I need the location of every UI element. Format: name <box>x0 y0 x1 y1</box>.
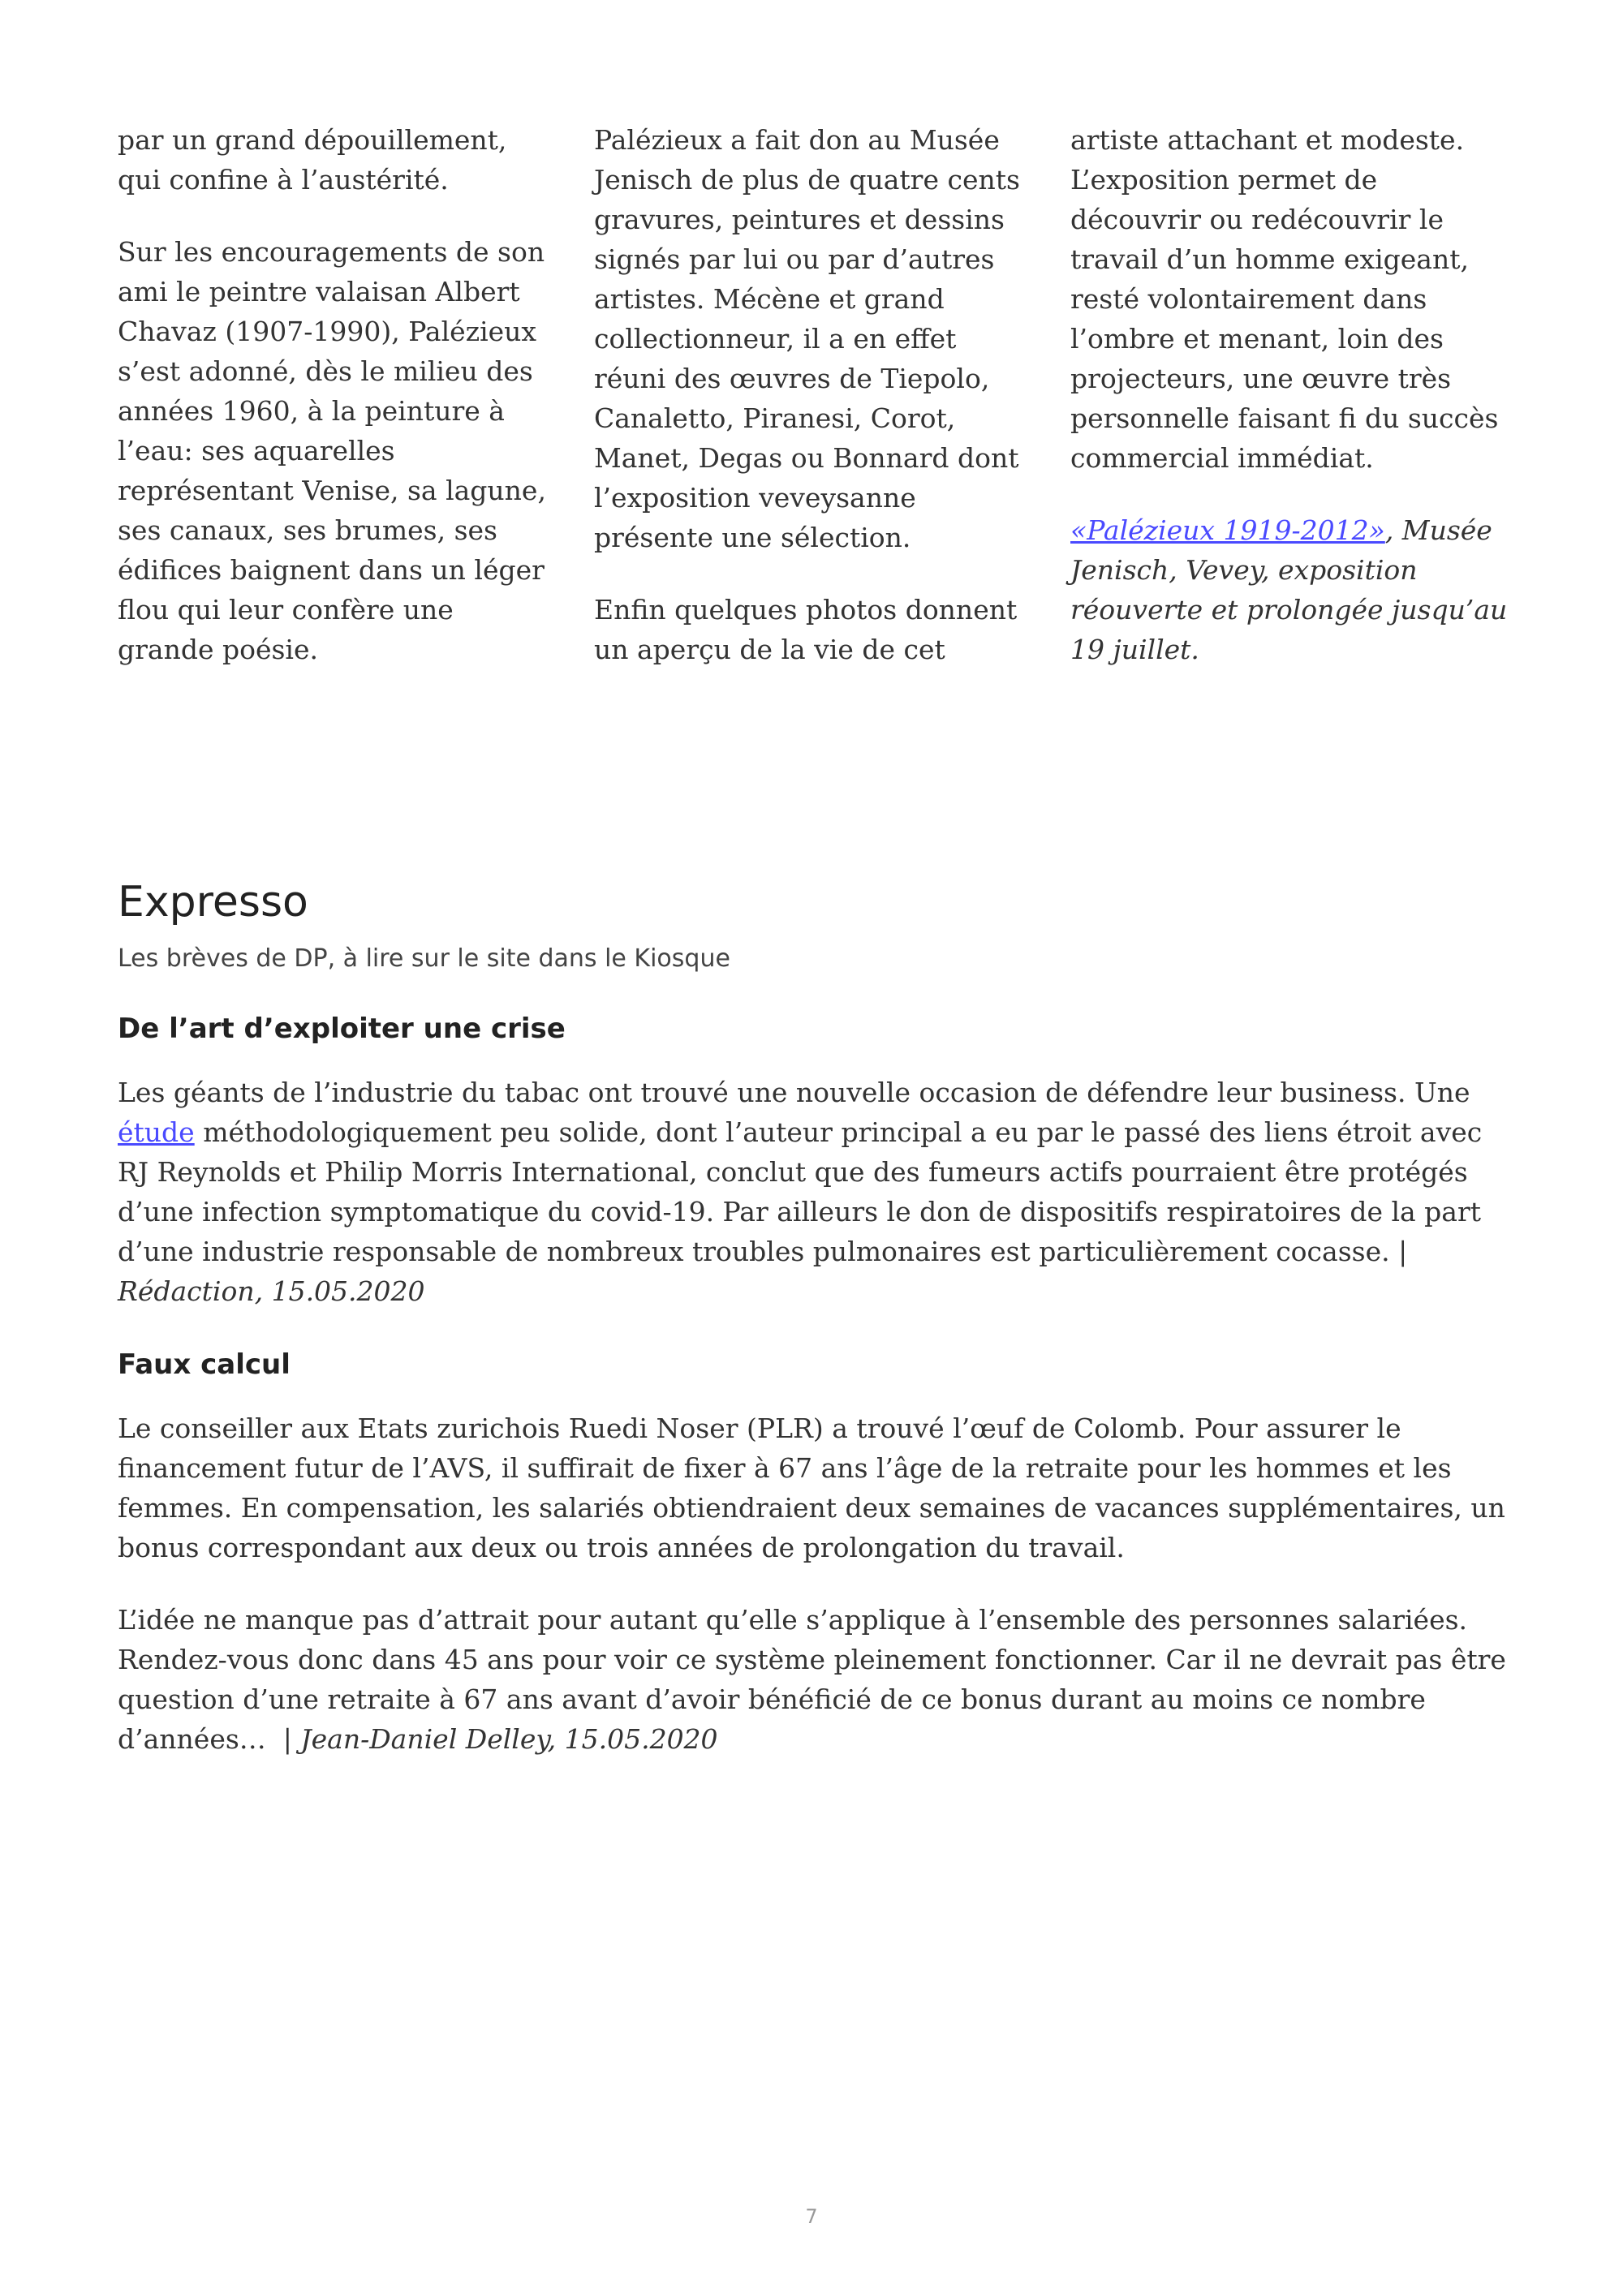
item2-byline: Jean-Daniel Delley, 15.05.2020 <box>300 1723 718 1755</box>
col2-paragraph-1: Palézieux a fait don au Musée Jenisch de plus de quatre cents gravures, peintures et dessins signés par lui ou par d’autres artistes. Mécène et grand collectionneur, il a en effet réuni des œuvres de Tiepolo, Canaletto, Piranesi, Corot, Manet, Degas ou Bonnard dont l’exposition veveysanne présente une sélection. <box>594 124 1020 553</box>
col1-paragraph-2: Sur les encouragements de son ami le peintre valaisan Albert Chavaz (1907-1990), Palézieux s’est adonné, dès le milieu des années 1960, à la peinture à l’eau: ses aquarelles représentant Venise, sa lagune, ses canaux, ses brumes, ses édifices baignent dans un léger flou qui leur confère une grande poésie. <box>118 236 546 665</box>
expresso-section <box>118 876 1509 1791</box>
column-3 <box>1070 120 1509 702</box>
item1-text-before: Les géants de l’industrie du tabac ont trouvé une nouvelle occasion de défendre leur business. Une <box>118 1077 1470 1108</box>
exhibition-info <box>1070 510 1509 669</box>
col1-paragraph-1: par un grand dépouillement, qui confine à l’austérité. <box>118 124 507 196</box>
item2-text: L’idée ne manque pas d’attrait pour autant qu’elle s’applique à l’ensemble des personnes salariées. Rendez-vous donc dans 45 ans pour voir ce système pleinement fonctionner. Car il ne devrait pas être question d’une retraite à 67 ans avant d’avoir bénéficié de ce bonus durant au moins ce nombre d’années… <box>118 1604 1506 1755</box>
col3-paragraph-1: artiste attachant et modeste. L’exposition permet de découvrir ou redécouvrir le travail d’un homme exigeant, resté volontairement dans l’ombre et menant, loin des projecteurs, une œuvre très personnelle faisant fi du succès commercial immédiat. <box>1070 124 1499 474</box>
item2-paragraph-1: Le conseiller aux Etats zurichois Ruedi Noser (PLR) a trouvé l’œuf de Colomb. Pour assurer le financement futur de l’AVS, il suffirait de fixer à 67 ans l’âge de la retraite pour les hommes et les femmes. En compensation, les salariés obtiendraient deux semaines de vacances supplémentaires, un bonus correspondant aux deux ou trois années de prolongation du travail. <box>118 1412 1505 1563</box>
etude-link[interactable]: étude <box>118 1116 195 1148</box>
page-number: 7 <box>805 2205 818 2228</box>
section-title: Expresso <box>118 878 308 927</box>
item1-heading: De l’art d’exploiter une crise <box>118 1013 566 1045</box>
exhibition-link[interactable]: «Palézieux 1919-2012» <box>1070 514 1385 546</box>
section-subtitle: Les brèves de DP, à lire sur le site dans le Kiosque <box>118 944 730 973</box>
item1-body <box>118 1073 1509 1311</box>
column-2 <box>594 120 1033 702</box>
item1-text-after: méthodologiquement peu solide, dont l’auteur principal a eu par le passé des liens étroit avec RJ Reynolds et Philip Morris International, conclut que des fumeurs actifs pourraient être protégés d’une infection symptomatique du covid-19. Par ailleurs le don de dispositifs respiratoires de la part d’une industrie responsable de nombreux troubles pulmonaires est particulièrement cocasse. <box>118 1116 1483 1267</box>
item1-byline: Rédaction, 15.05.2020 <box>118 1275 425 1307</box>
col2-paragraph-2: Enfin quelques photos donnent un aperçu de la vie de cet <box>594 594 1018 665</box>
item2-separator: | <box>265 1723 301 1755</box>
item2-paragraph-2 <box>118 1600 1509 1759</box>
column-1 <box>118 120 557 702</box>
article-columns <box>118 120 1509 702</box>
exhibition-details: , Musée Jenisch, Vevey, exposition réouverte et prolongée jusqu’au 19 juillet. <box>1070 514 1508 665</box>
item2-heading: Faux calcul <box>118 1348 291 1381</box>
item1-separator: | <box>1389 1236 1408 1267</box>
